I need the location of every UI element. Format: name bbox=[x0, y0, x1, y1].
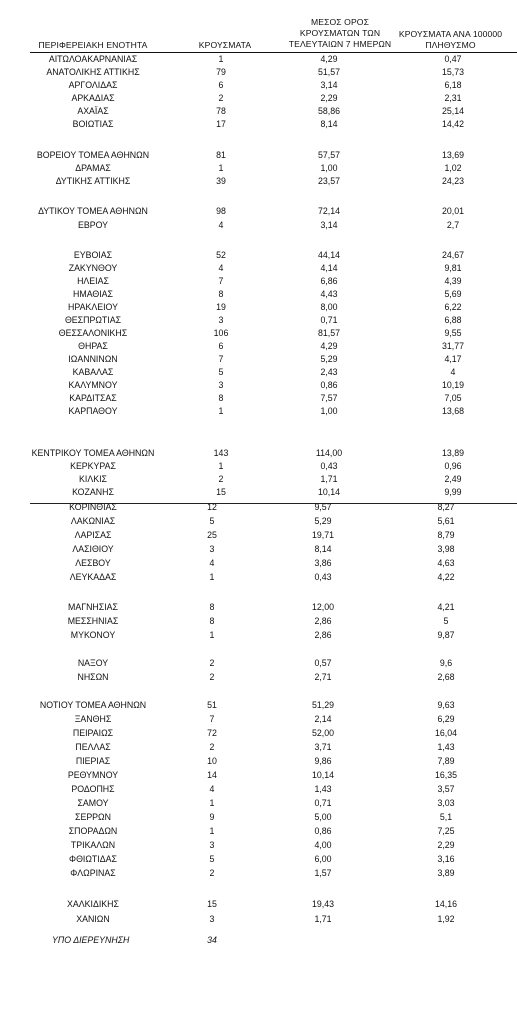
cases-cell: 9 bbox=[209, 812, 215, 822]
per100k-cell: 24,23 bbox=[441, 176, 465, 186]
avg7-cell: 5,29 bbox=[320, 354, 338, 364]
cases-cell: 1 bbox=[218, 406, 224, 416]
cases-cell: 3 bbox=[218, 315, 224, 325]
per100k-cell: 6,29 bbox=[437, 714, 455, 724]
header-per-100k bbox=[388, 29, 513, 51]
avg7-cell: 8,14 bbox=[320, 119, 338, 129]
footer-label: ΥΠΟ ΔΙΕΡΕΥΝΗΣΗ bbox=[52, 935, 130, 945]
cases-cell: 5 bbox=[209, 516, 215, 526]
region-cell: ΙΩΑΝΝΙΝΩΝ bbox=[68, 354, 118, 364]
avg7-cell: 8,14 bbox=[314, 544, 332, 554]
avg7-cell: 4,43 bbox=[320, 289, 338, 299]
per100k-cell: 4,21 bbox=[437, 602, 455, 612]
region-cell: ΚΟΡΙΝΘΙΑΣ bbox=[69, 502, 117, 512]
avg7-cell: 72,14 bbox=[317, 206, 341, 216]
avg7-cell: 2,86 bbox=[314, 630, 332, 640]
cases-cell: 4 bbox=[209, 558, 215, 568]
per100k-cell: 3,98 bbox=[437, 544, 455, 554]
avg7-cell: 3,71 bbox=[314, 742, 332, 752]
per100k-cell: 9,87 bbox=[437, 630, 455, 640]
region-cell: ΒΟΙΩΤΙΑΣ bbox=[72, 119, 114, 129]
region-cell: ΜΑΓΝΗΣΙΑΣ bbox=[68, 602, 118, 612]
region-cell: ΗΛΕΙΑΣ bbox=[77, 276, 109, 286]
per100k-cell: 4,63 bbox=[437, 558, 455, 568]
per100k-cell: 20,01 bbox=[441, 206, 465, 216]
avg7-cell: 52,00 bbox=[311, 728, 335, 738]
cases-cell: 1 bbox=[218, 54, 224, 64]
per100k-cell: 5,1 bbox=[439, 812, 453, 822]
avg7-cell: 10,14 bbox=[311, 770, 335, 780]
region-cell: ΣΠΟΡΑΔΩΝ bbox=[68, 826, 118, 836]
region-cell: ΝΑΞΟΥ bbox=[77, 658, 109, 668]
region-cell: ΚΑΡΔΙΤΣΑΣ bbox=[69, 393, 117, 403]
avg7-cell: 1,71 bbox=[314, 914, 332, 924]
avg7-cell: 23,57 bbox=[317, 176, 341, 186]
cases-cell: 1 bbox=[218, 461, 224, 471]
cases-cell: 106 bbox=[213, 328, 229, 338]
cases-cell: 10 bbox=[207, 756, 217, 766]
cases-cell: 39 bbox=[216, 176, 226, 186]
per100k-cell: 25,14 bbox=[441, 106, 465, 116]
avg7-cell: 1,57 bbox=[314, 868, 332, 878]
avg7-cell: 1,71 bbox=[320, 474, 338, 484]
per100k-cell: 5,61 bbox=[437, 516, 455, 526]
cases-cell: 12 bbox=[207, 502, 217, 512]
avg7-cell: 3,14 bbox=[320, 80, 338, 90]
cases-cell: 8 bbox=[218, 393, 224, 403]
header-7day-average bbox=[280, 17, 400, 50]
avg7-cell: 6,00 bbox=[314, 854, 332, 864]
per100k-cell: 0,96 bbox=[444, 461, 462, 471]
per100k-cell: 5 bbox=[443, 616, 449, 626]
avg7-cell: 5,00 bbox=[314, 812, 332, 822]
cases-cell: 8 bbox=[209, 616, 215, 626]
cases-cell: 143 bbox=[213, 448, 229, 458]
region-cell: ΧΑΝΙΩΝ bbox=[76, 914, 110, 924]
avg7-cell: 57,57 bbox=[317, 150, 341, 160]
header-cases bbox=[185, 40, 265, 51]
region-cell: ΚΑΛΥΜΝΟΥ bbox=[68, 380, 118, 390]
cases-cell: 5 bbox=[209, 854, 215, 864]
header-region-text: ΠΕΡΙΦΕΡΕΙΑΚΗ ΕΝΟΤΗΤΑ bbox=[38, 40, 148, 50]
avg7-cell: 4,29 bbox=[320, 54, 338, 64]
avg7-cell: 0,71 bbox=[314, 798, 332, 808]
avg7-cell: 114,00 bbox=[315, 448, 343, 458]
per100k-cell: 9,63 bbox=[437, 700, 455, 710]
per100k-cell: 14,16 bbox=[434, 899, 458, 909]
region-cell: ΘΗΡΑΣ bbox=[78, 341, 108, 351]
per100k-cell: 14,42 bbox=[441, 119, 465, 129]
avg7-cell: 1,00 bbox=[320, 163, 338, 173]
per100k-cell: 6,22 bbox=[444, 302, 462, 312]
region-cell: ΠΙΕΡΙΑΣ bbox=[75, 756, 111, 766]
per100k-cell: 8,27 bbox=[437, 502, 455, 512]
avg7-cell: 4,14 bbox=[320, 263, 338, 273]
region-cell: ΚΑΡΠΑΘΟΥ bbox=[68, 406, 118, 416]
avg7-cell: 2,43 bbox=[320, 367, 338, 377]
per100k-cell: 3,57 bbox=[437, 784, 455, 794]
avg7-cell: 19,71 bbox=[311, 530, 335, 540]
region-cell: ΤΡΙΚΑΛΩΝ bbox=[70, 840, 116, 850]
header-rule bbox=[30, 52, 517, 53]
region-cell: ΞΑΝΘΗΣ bbox=[74, 714, 112, 724]
per100k-cell: 2,7 bbox=[446, 220, 460, 230]
cases-cell: 3 bbox=[209, 544, 215, 554]
cases-cell: 7 bbox=[218, 354, 224, 364]
cases-cell: 2 bbox=[218, 93, 224, 103]
region-cell: ΔΡΑΜΑΣ bbox=[75, 163, 111, 173]
cases-cell: 3 bbox=[209, 914, 215, 924]
per100k-cell: 2,29 bbox=[437, 840, 455, 850]
per100k-cell: 16,04 bbox=[434, 728, 458, 738]
per100k-cell: 4,39 bbox=[444, 276, 462, 286]
region-cell: ΛΑΡΙΣΑΣ bbox=[74, 530, 112, 540]
avg7-cell: 2,14 bbox=[314, 714, 332, 724]
per100k-cell: 2,49 bbox=[444, 474, 462, 484]
cases-cell: 19 bbox=[216, 302, 226, 312]
region-cell: ΦΛΩΡΙΝΑΣ bbox=[70, 868, 116, 878]
avg7-cell: 2,71 bbox=[314, 672, 332, 682]
cases-cell: 1 bbox=[209, 826, 215, 836]
header-per100k-line: ΚΡΟΥΣΜΑΤΑ ΑΝΑ 100000 bbox=[398, 29, 503, 39]
region-cell: ΛΑΣΙΘΙΟΥ bbox=[72, 544, 114, 554]
per100k-cell: 9,6 bbox=[439, 658, 453, 668]
region-cell: ΝΗΣΩΝ bbox=[77, 672, 109, 682]
per100k-cell: 3,03 bbox=[437, 798, 455, 808]
avg7-cell: 0,86 bbox=[314, 826, 332, 836]
avg7-cell: 81,57 bbox=[317, 328, 341, 338]
cases-cell: 8 bbox=[209, 602, 215, 612]
avg7-cell: 12,00 bbox=[311, 602, 335, 612]
avg7-cell: 0,57 bbox=[314, 658, 332, 668]
per100k-cell: 7,05 bbox=[444, 393, 462, 403]
cases-cell: 98 bbox=[216, 206, 226, 216]
per100k-cell: 7,89 bbox=[437, 756, 455, 766]
header-avg-line: ΚΡΟΥΣΜΑΤΩΝ ΤΩΝ bbox=[299, 28, 381, 38]
cases-cell: 81 bbox=[216, 150, 226, 160]
per100k-cell: 1,43 bbox=[437, 742, 455, 752]
avg7-cell: 1,43 bbox=[314, 784, 332, 794]
cases-cell: 6 bbox=[218, 80, 224, 90]
cases-cell: 8 bbox=[218, 289, 224, 299]
avg7-cell: 51,29 bbox=[311, 700, 335, 710]
avg7-cell: 3,14 bbox=[320, 220, 338, 230]
region-cell: ΚΕΡΚΥΡΑΣ bbox=[70, 461, 116, 471]
cases-cell: 78 bbox=[216, 106, 226, 116]
region-cell: ΛΕΥΚΑΔΑΣ bbox=[69, 572, 117, 582]
cases-cell: 2 bbox=[209, 658, 215, 668]
region-cell: ΛΑΚΩΝΙΑΣ bbox=[70, 516, 116, 526]
per100k-cell: 24,67 bbox=[441, 250, 465, 260]
region-cell: ΗΜΑΘΙΑΣ bbox=[73, 289, 113, 299]
cases-cell: 15 bbox=[216, 487, 226, 497]
header-avg-line: ΜΕΣΟΣ ΟΡΟΣ bbox=[310, 17, 369, 27]
region-cell: ΝΟΤΙΟΥ ΤΟΜΕΑ ΑΘΗΝΩΝ bbox=[39, 700, 147, 710]
per100k-cell: 7,25 bbox=[437, 826, 455, 836]
per100k-cell: 1,02 bbox=[444, 163, 462, 173]
per100k-cell: 3,89 bbox=[437, 868, 455, 878]
cases-cell: 5 bbox=[218, 367, 224, 377]
avg7-cell: 10,14 bbox=[317, 487, 341, 497]
per100k-cell: 10,19 bbox=[441, 380, 465, 390]
region-cell: ΘΕΣΣΑΛΟΝΙΚΗΣ bbox=[58, 328, 128, 338]
avg7-cell: 0,43 bbox=[320, 461, 338, 471]
region-cell: ΕΥΒΟΙΑΣ bbox=[73, 250, 113, 260]
per100k-cell: 4 bbox=[450, 367, 456, 377]
avg7-cell: 1,00 bbox=[320, 406, 338, 416]
cases-cell: 14 bbox=[207, 770, 217, 780]
per100k-cell: 9,99 bbox=[444, 487, 462, 497]
per100k-cell: 13,69 bbox=[441, 150, 465, 160]
region-cell: ΜΥΚΟΝΟΥ bbox=[70, 630, 116, 640]
per100k-cell: 2,31 bbox=[444, 93, 462, 103]
region-cell: ΔΥΤΙΚΗΣ ΑΤΤΙΚΗΣ bbox=[55, 176, 131, 186]
region-cell: ΚΙΛΚΙΣ bbox=[79, 474, 107, 484]
avg7-cell: 4,00 bbox=[314, 840, 332, 850]
cases-cell: 4 bbox=[218, 220, 224, 230]
cases-cell: 17 bbox=[216, 119, 226, 129]
cases-cell: 1 bbox=[209, 630, 215, 640]
per100k-cell: 3,16 bbox=[437, 854, 455, 864]
cases-cell: 25 bbox=[207, 530, 217, 540]
footer-cases: 34 bbox=[207, 935, 217, 945]
cases-cell: 2 bbox=[209, 672, 215, 682]
region-cell: ΖΑΚΥΝΘΟΥ bbox=[68, 263, 118, 273]
avg7-cell: 51,57 bbox=[317, 67, 341, 77]
region-cell: ΜΕΣΣΗΝΙΑΣ bbox=[67, 616, 119, 626]
cases-cell: 72 bbox=[207, 728, 217, 738]
per100k-cell: 6,18 bbox=[444, 80, 462, 90]
per100k-cell: 4,17 bbox=[444, 354, 462, 364]
per100k-cell: 5,69 bbox=[444, 289, 462, 299]
avg7-cell: 0,71 bbox=[320, 315, 338, 325]
region-cell: ΑΙΤΩΛΟΑΚΑΡΝΑΝΙΑΣ bbox=[48, 54, 138, 64]
per100k-cell: 9,81 bbox=[444, 263, 462, 273]
cases-cell: 15 bbox=[207, 899, 217, 909]
per100k-cell: 9,55 bbox=[444, 328, 462, 338]
cases-cell: 51 bbox=[207, 700, 217, 710]
cases-cell: 7 bbox=[209, 714, 215, 724]
region-cell: ΣΑΜΟΥ bbox=[77, 798, 109, 808]
region-cell: ΡΕΘΥΜΝΟΥ bbox=[67, 770, 119, 780]
cases-cell: 79 bbox=[216, 67, 226, 77]
avg7-cell: 2,86 bbox=[314, 616, 332, 626]
cases-cell: 1 bbox=[209, 798, 215, 808]
region-cell: ΕΒΡΟΥ bbox=[77, 220, 109, 230]
avg7-cell: 9,86 bbox=[314, 756, 332, 766]
region-cell: ΚΕΝΤΡΙΚΟΥ ΤΟΜΕΑ ΑΘΗΝΩΝ bbox=[31, 448, 155, 458]
region-cell: ΚΑΒΑΛΑΣ bbox=[72, 367, 114, 377]
region-cell: ΑΡΚΑΔΙΑΣ bbox=[71, 93, 115, 103]
region-cell: ΑΝΑΤΟΛΙΚΗΣ ΑΤΤΙΚΗΣ bbox=[46, 67, 140, 77]
per100k-cell: 2,68 bbox=[437, 672, 455, 682]
header-avg-line: ΤΕΛΕΥΤΑΙΩΝ 7 ΗΜΕΡΩΝ bbox=[288, 39, 392, 49]
region-cell: ΘΕΣΠΡΩΤΙΑΣ bbox=[64, 315, 122, 325]
cases-cell: 1 bbox=[218, 163, 224, 173]
region-cell: ΗΡΑΚΛΕΙΟΥ bbox=[68, 302, 118, 312]
avg7-cell: 9,57 bbox=[314, 502, 332, 512]
cases-cell: 2 bbox=[209, 742, 215, 752]
per100k-cell: 15,73 bbox=[441, 67, 465, 77]
cases-cell: 3 bbox=[209, 840, 215, 850]
avg7-cell: 44,14 bbox=[317, 250, 341, 260]
region-cell: ΣΕΡΡΩΝ bbox=[75, 812, 111, 822]
region-cell: ΡΟΔΟΠΗΣ bbox=[71, 784, 115, 794]
per100k-cell: 6,88 bbox=[444, 315, 462, 325]
avg7-cell: 19,43 bbox=[311, 899, 335, 909]
avg7-cell: 0,86 bbox=[320, 380, 338, 390]
region-cell: ΠΕΛΛΑΣ bbox=[75, 742, 111, 752]
region-cell: ΚΟΖΑΝΗΣ bbox=[72, 487, 114, 497]
per100k-cell: 4,22 bbox=[437, 572, 455, 582]
header-per100k-line: ΠΛΗΘΥΣΜΟ bbox=[425, 40, 476, 50]
per100k-cell: 1,92 bbox=[437, 914, 455, 924]
region-cell: ΑΡΓΟΛΙΔΑΣ bbox=[68, 80, 118, 90]
region-cell: ΦΘΙΩΤΙΔΑΣ bbox=[69, 854, 117, 864]
header-region bbox=[18, 40, 168, 51]
avg7-cell: 5,29 bbox=[314, 516, 332, 526]
cases-cell: 2 bbox=[209, 868, 215, 878]
cases-cell: 2 bbox=[218, 474, 224, 484]
avg7-cell: 8,00 bbox=[320, 302, 338, 312]
per100k-cell: 13,89 bbox=[441, 448, 465, 458]
per100k-cell: 8,79 bbox=[437, 530, 455, 540]
region-cell: ΒΟΡΕΙΟΥ ΤΟΜΕΑ ΑΘΗΝΩΝ bbox=[36, 150, 150, 160]
cases-cell: 52 bbox=[216, 250, 226, 260]
cases-cell: 7 bbox=[218, 276, 224, 286]
cases-cell: 6 bbox=[218, 341, 224, 351]
cases-cell: 1 bbox=[209, 572, 215, 582]
region-cell: ΑΧΑΪΑΣ bbox=[77, 106, 109, 116]
region-cell: ΧΑΛΚΙΔΙΚΗΣ bbox=[67, 899, 119, 909]
per100k-cell: 16,35 bbox=[434, 770, 458, 780]
avg7-cell: 4,29 bbox=[320, 341, 338, 351]
cases-cell: 4 bbox=[209, 784, 215, 794]
avg7-cell: 3,86 bbox=[314, 558, 332, 568]
avg7-cell: 7,57 bbox=[320, 393, 338, 403]
avg7-cell: 58,86 bbox=[317, 106, 341, 116]
region-cell: ΠΕΙΡΑΙΩΣ bbox=[72, 728, 114, 738]
region-cell: ΛΕΣΒΟΥ bbox=[75, 558, 111, 568]
per100k-cell: 13,68 bbox=[441, 406, 465, 416]
cases-cell: 3 bbox=[218, 380, 224, 390]
region-cell: ΔΥΤΙΚΟΥ ΤΟΜΕΑ ΑΘΗΝΩΝ bbox=[38, 206, 148, 216]
cases-cell: 4 bbox=[218, 263, 224, 273]
per100k-cell: 0,47 bbox=[444, 54, 462, 64]
avg7-cell: 2,29 bbox=[320, 93, 338, 103]
per100k-cell: 31,77 bbox=[441, 341, 465, 351]
avg7-cell: 0,43 bbox=[314, 572, 332, 582]
header-cases-text: ΚΡΟΥΣΜΑΤΑ bbox=[198, 40, 252, 50]
avg7-cell: 6,86 bbox=[320, 276, 338, 286]
